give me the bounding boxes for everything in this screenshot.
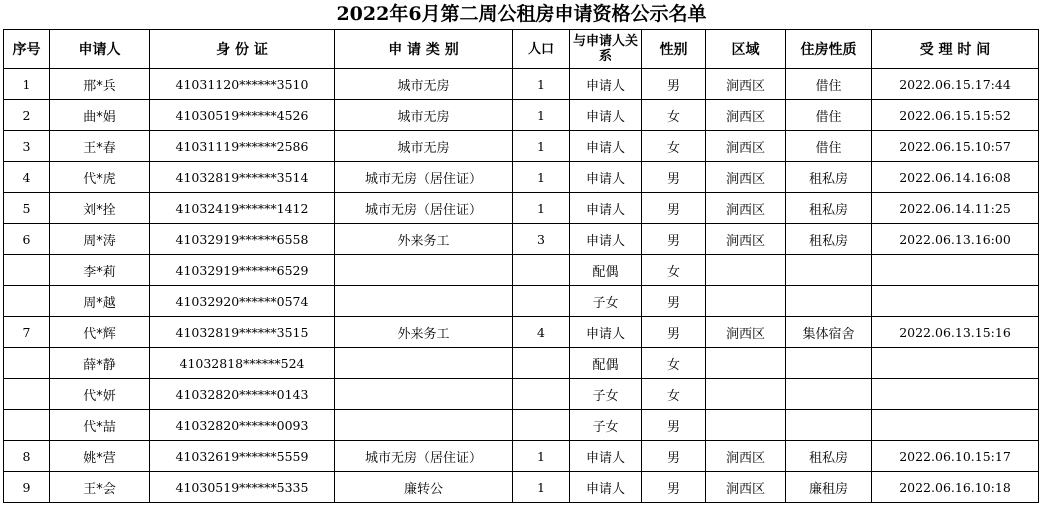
cell-seq: 8 [4,441,50,472]
header-housing: 住房性质 [786,30,872,69]
table-row [4,69,1039,100]
cell-district [706,410,786,441]
cell-id: 41032419******1412 [150,193,335,224]
cell-relation: 申请人 [570,472,642,503]
cell-gender: 男 [642,69,706,100]
cell-category [335,255,513,286]
cell-category: 城市无房（居住证） [335,162,513,193]
cell-housing: 租私房 [786,441,872,472]
cell-id: 41032820******0093 [150,410,335,441]
cell-relation: 申请人 [570,131,642,162]
cell-id: 41030519******5335 [150,472,335,503]
cell-id: 41032819******3515 [150,317,335,348]
cell-gender: 男 [642,286,706,317]
cell-district [706,255,786,286]
cell-seq: 6 [4,224,50,255]
cell-housing [786,379,872,410]
cell-gender: 女 [642,379,706,410]
cell-category [335,348,513,379]
cell-gender: 男 [642,224,706,255]
table-row [4,255,1039,286]
cell-applicant: 薛*静 [50,348,150,379]
cell-applicant: 代*虎 [50,162,150,193]
cell-applicant: 代*喆 [50,410,150,441]
cell-district: 涧西区 [706,472,786,503]
cell-relation: 申请人 [570,100,642,131]
table-row [4,410,1039,441]
table-body [4,69,1039,503]
cell-time: 2022.06.10.15:17 [872,441,1039,472]
cell-district: 涧西区 [706,69,786,100]
cell-id: 41030519******4526 [150,100,335,131]
cell-relation: 申请人 [570,162,642,193]
cell-persons: 4 [513,317,570,348]
cell-persons: 1 [513,441,570,472]
cell-time: 2022.06.15.15:52 [872,100,1039,131]
cell-persons: 1 [513,162,570,193]
table-row [4,379,1039,410]
cell-applicant: 王*春 [50,131,150,162]
cell-relation: 申请人 [570,224,642,255]
cell-persons [513,255,570,286]
cell-gender: 男 [642,193,706,224]
cell-housing: 租私房 [786,162,872,193]
cell-time: 2022.06.14.11:25 [872,193,1039,224]
cell-time [872,348,1039,379]
cell-category [335,379,513,410]
table-row [4,162,1039,193]
applicant-table [3,29,1039,503]
cell-time: 2022.06.16.10:18 [872,472,1039,503]
cell-time: 2022.06.13.15:16 [872,317,1039,348]
cell-relation: 配偶 [570,255,642,286]
cell-applicant: 代*妍 [50,379,150,410]
cell-category: 城市无房 [335,131,513,162]
cell-id: 41031120******3510 [150,69,335,100]
cell-category: 廉转公 [335,472,513,503]
cell-seq: 2 [4,100,50,131]
cell-persons: 3 [513,224,570,255]
cell-persons [513,286,570,317]
cell-applicant: 王*会 [50,472,150,503]
header-relation: 与申请人关系 [570,30,642,69]
cell-district: 涧西区 [706,131,786,162]
cell-time [872,379,1039,410]
cell-district: 涧西区 [706,100,786,131]
cell-id: 41032919******6558 [150,224,335,255]
cell-relation: 申请人 [570,317,642,348]
cell-persons: 1 [513,100,570,131]
cell-housing [786,255,872,286]
cell-seq [4,255,50,286]
cell-gender: 男 [642,162,706,193]
table-row [4,317,1039,348]
cell-applicant: 曲*娟 [50,100,150,131]
header-id: 身 份 证 [150,30,335,69]
cell-housing [786,410,872,441]
header-time: 受 理 时 间 [872,30,1039,69]
cell-housing: 租私房 [786,224,872,255]
table-row [4,286,1039,317]
cell-gender: 女 [642,100,706,131]
cell-housing: 借住 [786,100,872,131]
cell-district [706,348,786,379]
cell-gender: 男 [642,441,706,472]
cell-relation: 申请人 [570,193,642,224]
cell-persons: 1 [513,193,570,224]
cell-gender: 男 [642,317,706,348]
cell-id: 41032818******524 [150,348,335,379]
cell-persons: 1 [513,131,570,162]
cell-category [335,286,513,317]
cell-district: 涧西区 [706,162,786,193]
header-seq: 序号 [4,30,50,69]
table-row [4,441,1039,472]
cell-district [706,379,786,410]
header-applicant: 申请人 [50,30,150,69]
cell-persons [513,410,570,441]
cell-gender: 男 [642,472,706,503]
cell-seq: 1 [4,69,50,100]
cell-applicant: 代*辉 [50,317,150,348]
cell-relation: 配偶 [570,348,642,379]
cell-seq [4,286,50,317]
cell-persons: 1 [513,69,570,100]
cell-gender: 女 [642,348,706,379]
cell-housing: 租私房 [786,193,872,224]
table-row [4,224,1039,255]
cell-time: 2022.06.15.17:44 [872,69,1039,100]
page-title: 2022年6月第二周公租房申请资格公示名单 [336,3,707,25]
cell-time: 2022.06.14.16:08 [872,162,1039,193]
cell-relation: 子女 [570,379,642,410]
cell-relation: 申请人 [570,69,642,100]
cell-seq: 4 [4,162,50,193]
cell-seq: 3 [4,131,50,162]
cell-category: 城市无房 [335,69,513,100]
cell-id: 41032820******0143 [150,379,335,410]
header-gender: 性别 [642,30,706,69]
cell-seq [4,410,50,441]
cell-gender: 女 [642,255,706,286]
cell-time [872,255,1039,286]
cell-persons [513,348,570,379]
cell-seq: 5 [4,193,50,224]
cell-applicant: 李*莉 [50,255,150,286]
cell-relation: 申请人 [570,441,642,472]
cell-category: 外来务工 [335,224,513,255]
cell-applicant: 周*越 [50,286,150,317]
cell-category [335,410,513,441]
cell-district: 涧西区 [706,317,786,348]
cell-housing [786,286,872,317]
cell-category: 外来务工 [335,317,513,348]
header-district: 区域 [706,30,786,69]
cell-district: 涧西区 [706,441,786,472]
cell-applicant: 邢*兵 [50,69,150,100]
cell-district: 涧西区 [706,224,786,255]
cell-seq: 9 [4,472,50,503]
table-row [4,131,1039,162]
cell-category: 城市无房 [335,100,513,131]
cell-housing: 借住 [786,131,872,162]
cell-applicant: 刘*拴 [50,193,150,224]
cell-time [872,286,1039,317]
cell-category: 城市无房（居住证） [335,441,513,472]
table-row [4,193,1039,224]
cell-time: 2022.06.15.10:57 [872,131,1039,162]
cell-id: 41032919******6529 [150,255,335,286]
cell-id: 41032920******0574 [150,286,335,317]
cell-id: 41032619******5559 [150,441,335,472]
table-header-row [4,30,1039,69]
cell-gender: 女 [642,131,706,162]
cell-applicant: 姚*营 [50,441,150,472]
cell-housing: 集体宿舍 [786,317,872,348]
cell-category: 城市无房（居住证） [335,193,513,224]
cell-gender: 男 [642,410,706,441]
header-category: 申 请 类 别 [335,30,513,69]
cell-district: 涧西区 [706,193,786,224]
cell-id: 41032819******3514 [150,162,335,193]
cell-applicant: 周*涛 [50,224,150,255]
cell-seq [4,379,50,410]
cell-district [706,286,786,317]
cell-relation: 子女 [570,286,642,317]
header-persons: 人口 [513,30,570,69]
cell-relation: 子女 [570,410,642,441]
cell-housing: 借住 [786,69,872,100]
cell-persons: 1 [513,472,570,503]
cell-time [872,410,1039,441]
cell-id: 41031119******2586 [150,131,335,162]
cell-time: 2022.06.13.16:00 [872,224,1039,255]
table-row [4,472,1039,503]
cell-housing [786,348,872,379]
table-row [4,100,1039,131]
cell-seq: 7 [4,317,50,348]
cell-housing: 廉租房 [786,472,872,503]
cell-seq [4,348,50,379]
cell-persons [513,379,570,410]
table-row [4,348,1039,379]
